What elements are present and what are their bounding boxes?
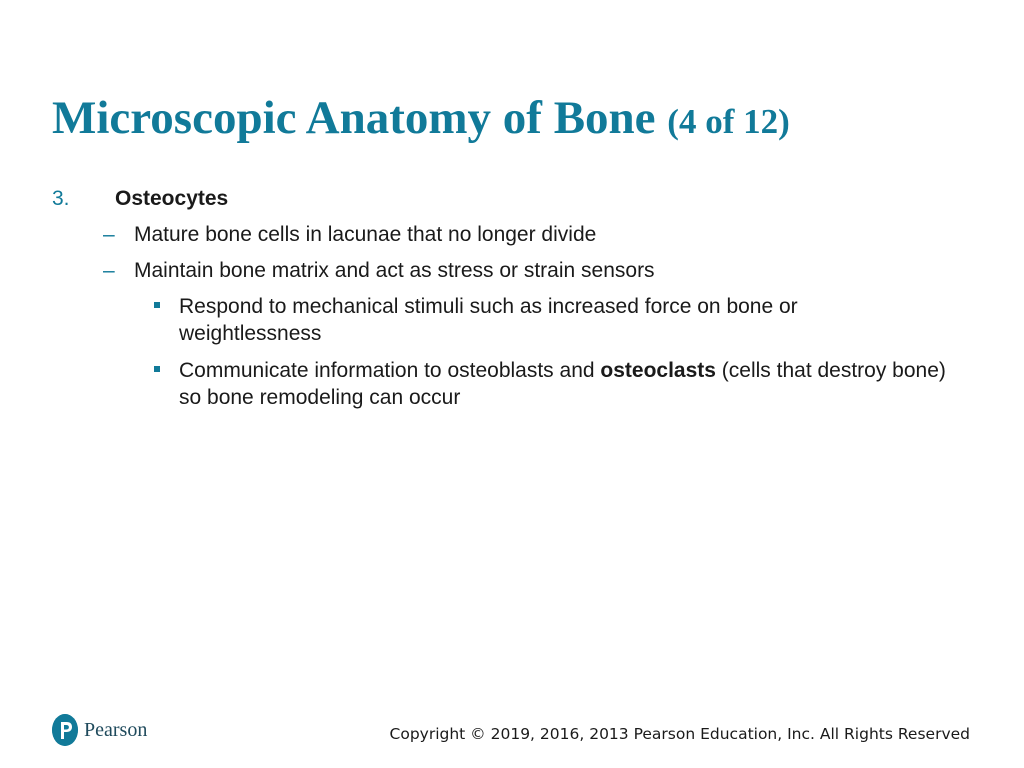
dash-bullet: – — [103, 223, 115, 246]
bullet-item — [154, 293, 874, 347]
item-number: 3. — [52, 187, 70, 210]
bullet-text-part: (cells that destroy bone) so bone remodeling can occur — [179, 359, 946, 409]
dash-bullet: – — [103, 259, 115, 282]
bullet-item — [154, 357, 954, 411]
numbered-item — [52, 186, 228, 212]
slide-title — [52, 88, 790, 152]
pearson-p-icon — [52, 714, 78, 746]
item-heading: Osteocytes — [115, 187, 229, 210]
sub-item-text: Mature bone cells in lacunae that no longer divide — [134, 223, 597, 246]
slide-title-main: Microscopic Anatomy of Bone — [52, 92, 656, 144]
bullet-text-part: Communicate information to osteoblasts and — [179, 359, 601, 382]
bullet-text — [179, 357, 954, 411]
slide-title-suffix: (4 of 12) — [667, 102, 790, 141]
bold-term: osteoclasts — [600, 359, 716, 382]
square-bullet-icon — [154, 302, 160, 308]
copyright-notice: Copyright © 2019, 2016, 2013 Pearson Education, Inc. All Rights Reserved — [389, 725, 970, 743]
sub-item — [103, 222, 596, 248]
square-bullet-icon — [154, 366, 160, 372]
bullet-text: Respond to mechanical stimuli such as increased force on bone or weightlessness — [179, 295, 798, 345]
pearson-wordmark: Pearson — [84, 718, 148, 741]
pearson-logo — [52, 714, 147, 746]
sub-item-text: Maintain bone matrix and act as stress or strain sensors — [134, 259, 655, 282]
sub-item — [103, 258, 655, 284]
